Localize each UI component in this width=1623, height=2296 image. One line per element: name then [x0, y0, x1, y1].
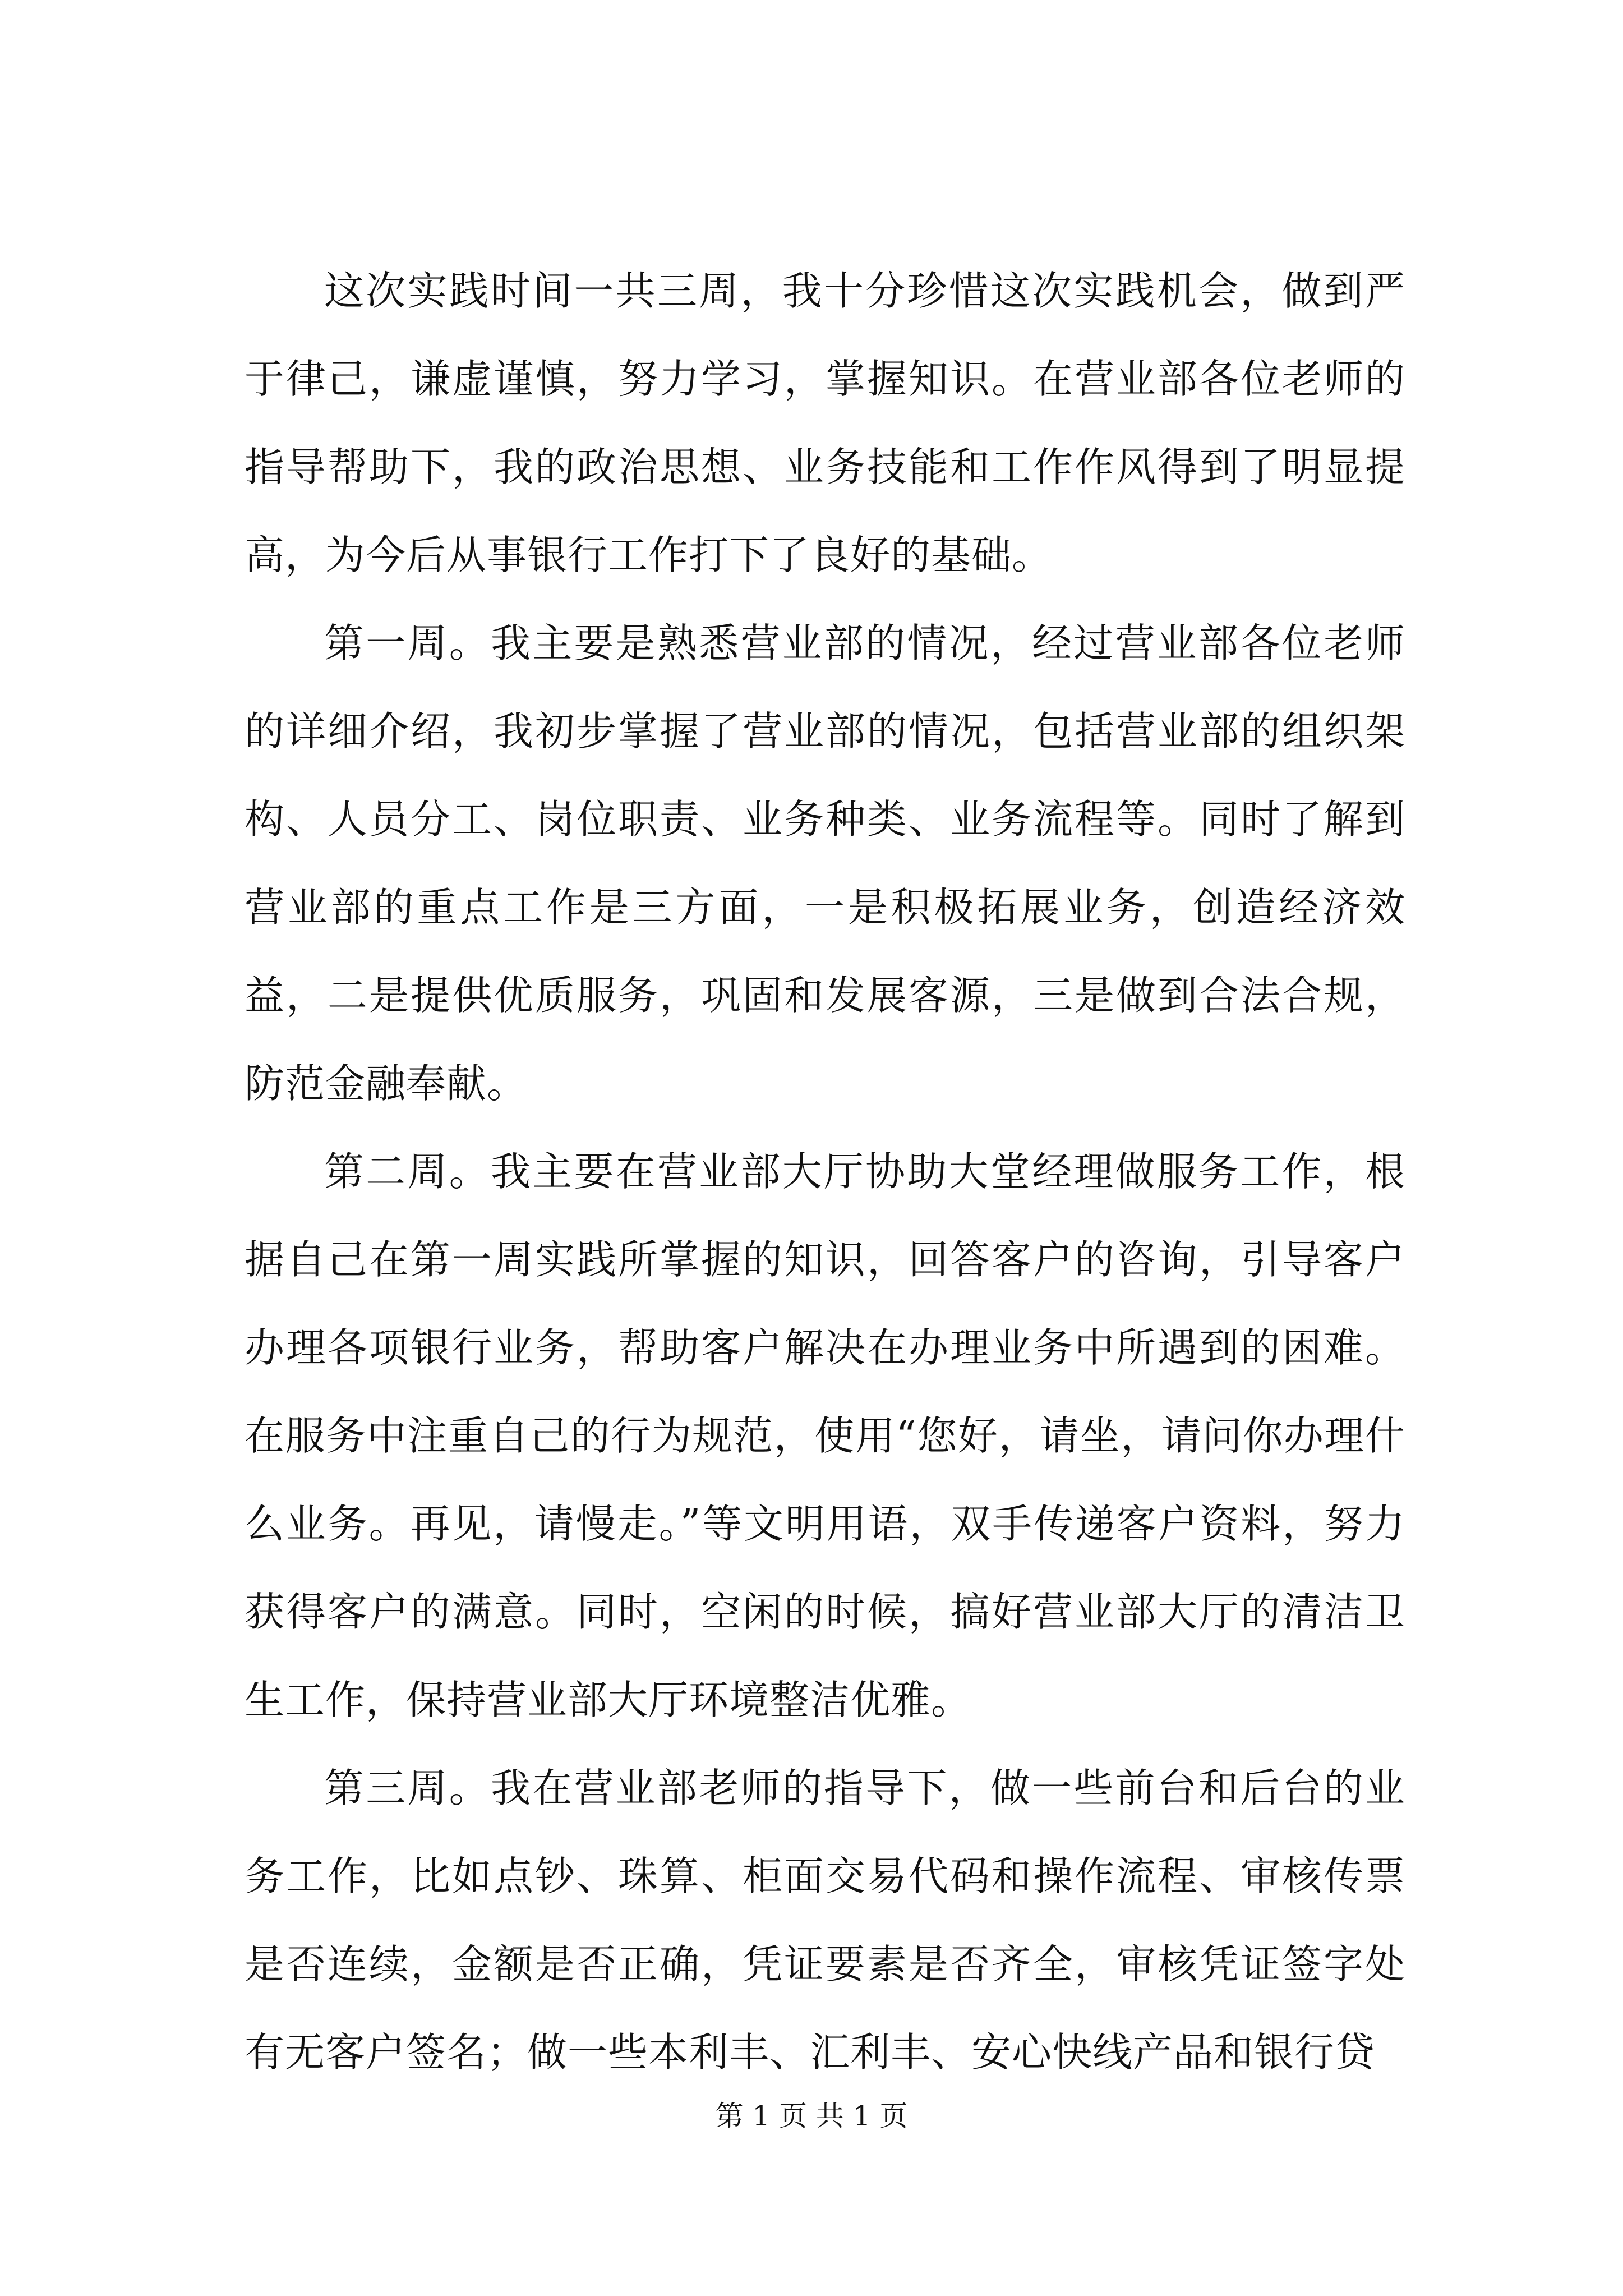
page-number: 第 1 页 共 1 页	[715, 2100, 908, 2132]
document-body	[245, 247, 1405, 2096]
paragraph-intro: 这次实践时间一共三周，我十分珍惜这次实践机会，做到严于律己，谦虚谨慎，努力学习，掌握知识。在营业部各位老师的指导帮助下，我的政治思想、业务技能和工作作风得到了明显提高，为今后从事银行工作打下了良好的基础。	[245, 268, 1405, 578]
paragraph-week-one: 第一周。我主要是熟悉营业部的情况，经过营业部各位老师的详细介绍，我初步掌握了营业部的情况，包括营业部的组织架构、人员分工、岗位职责、业务种类、业务流程等。同时了解到营业部的重点工作是三方面，一是积极拓展业务，创造经济效益，二是提供优质服务，巩固和发展客源，三是做到合法合规，防范金融奉献。	[245, 620, 1405, 1107]
paragraph-week-two: 第二周。我主要在营业部大厅协助大堂经理做服务工作，根据自己在第一周实践所掌握的知识，回答客户的咨询，引导客户办理各项银行业务，帮助客户解决在办理业务中所遇到的困难。在服务中注重自己的行为规范，使用“您好，请坐，请问你办理什么业务。再见，请慢走。”等文明用语，双手传递客户资料，努力获得客户的满意。同时，空闲的时候，搞好营业部大厅的清洁卫生工作，保持营业部大厅环境整洁优雅。	[245, 1148, 1405, 1723]
paragraph-week-three: 第三周。我在营业部老师的指导下，做一些前台和后台的业务工作，比如点钞、珠算、柜面交易代码和操作流程、审核传票是否连续，金额是否正确，凭证要素是否齐全，审核凭证签字处有无客户签名；做一些本利丰、汇利丰、安心快线产品和银行贷	[245, 1765, 1405, 2076]
page-footer	[0, 2099, 1623, 2133]
